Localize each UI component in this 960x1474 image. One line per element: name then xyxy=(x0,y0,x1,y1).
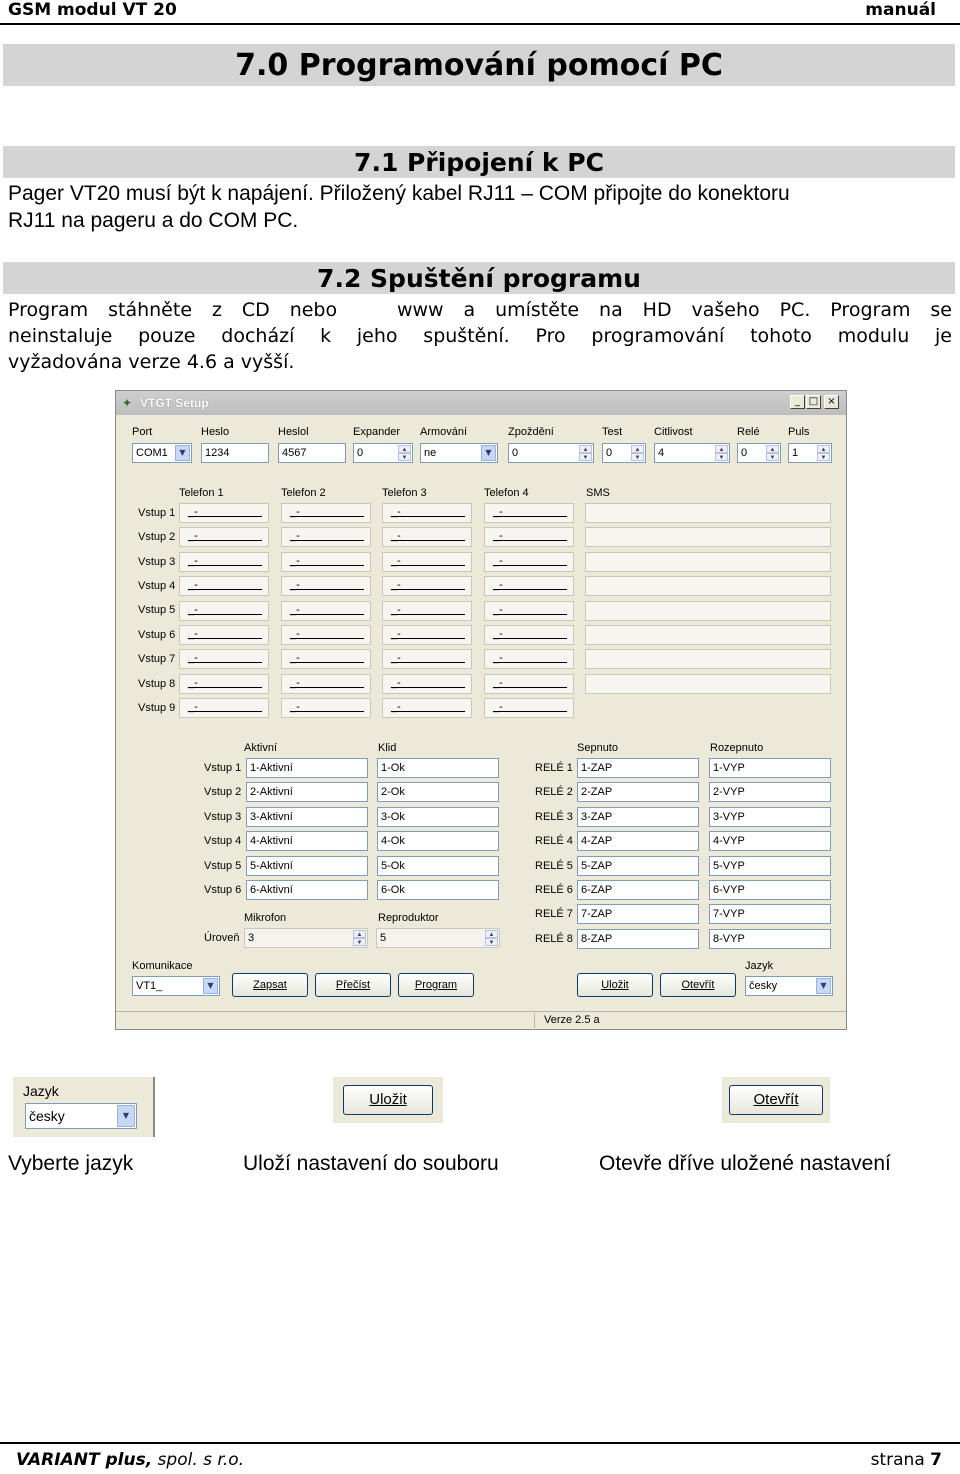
section-7-1-line-2: RJ11 na pageru a do COM PC. xyxy=(8,209,299,232)
vstup-label: Vstup 3 xyxy=(138,556,176,568)
test-stepper[interactable] xyxy=(602,443,646,463)
minimize-icon[interactable]: _ xyxy=(790,395,805,409)
sepnuto-field[interactable]: 2-ZAP xyxy=(577,782,699,802)
telefon-3-input[interactable]: _- xyxy=(382,674,472,694)
expander-value: 0 xyxy=(357,447,364,459)
telefon-4-input[interactable]: _- xyxy=(484,503,574,523)
aktivni-field[interactable]: 6-Aktivní xyxy=(246,880,368,900)
ulozit-button[interactable]: Uložit xyxy=(577,973,653,997)
telefon-3-input[interactable]: _- xyxy=(382,552,472,572)
telefon-4-input[interactable]: _- xyxy=(484,601,574,621)
window-titlebar[interactable] xyxy=(116,391,846,415)
reproduktor-value: 5 xyxy=(380,932,387,944)
heslol-value: 4567 xyxy=(282,447,307,459)
section-heading-7-2: 7.2 Spuštění programu xyxy=(3,262,955,294)
zapsat-button[interactable]: Zapsat xyxy=(232,973,308,997)
port-value: COM1 xyxy=(136,447,168,459)
sms-input[interactable] xyxy=(585,625,831,645)
vstup-label: Vstup 7 xyxy=(138,653,176,665)
jazyk-value: česky xyxy=(749,980,778,992)
sms-input[interactable] xyxy=(585,601,831,621)
sepnuto-field[interactable]: 3-ZAP xyxy=(577,807,699,827)
telefon-1-header: Telefon 1 xyxy=(179,487,224,499)
capture-jazyk-select[interactable] xyxy=(25,1103,137,1129)
rozepnuto-field[interactable]: 8-VYP xyxy=(709,929,831,949)
expander-stepper[interactable] xyxy=(353,443,413,463)
telefon-1-input[interactable]: _- xyxy=(179,503,269,523)
telefon-2-input[interactable]: _- xyxy=(281,552,371,572)
chapter-heading: 7.0 Programování pomocí PC xyxy=(3,44,955,86)
telefon-2-input[interactable]: _- xyxy=(281,649,371,669)
telefon-2-input[interactable]: _- xyxy=(281,674,371,694)
telefon-2-input[interactable]: _- xyxy=(281,625,371,645)
telefon-3-input[interactable]: _- xyxy=(382,698,472,718)
rele-label: Relé xyxy=(737,426,760,438)
sms-input[interactable] xyxy=(585,674,831,694)
telefon-3-input[interactable]: _- xyxy=(382,649,472,669)
spin-arrows-icon[interactable]: ▲ ▼ xyxy=(398,445,411,461)
telefon-4-input[interactable]: _- xyxy=(484,625,574,645)
footer-divider xyxy=(0,1442,960,1444)
vstup-label: Vstup 8 xyxy=(138,678,176,690)
rozepnuto-header: Rozepnuto xyxy=(710,742,764,754)
expander-label: Expander xyxy=(353,426,401,438)
telefon-1-input[interactable]: _- xyxy=(179,625,269,645)
capture-jazyk-value: česky xyxy=(29,1108,65,1124)
rele-label: RELÉ 7 xyxy=(535,908,573,921)
aktivni-field[interactable]: 5-Aktivní xyxy=(246,856,368,876)
telefon-3-input[interactable]: _- xyxy=(382,576,472,596)
caption-jazyk: Vyberte jazyk xyxy=(8,1152,134,1175)
capture-otevrit-button[interactable]: Otevřít xyxy=(729,1085,823,1115)
sepnuto-field[interactable]: 6-ZAP xyxy=(577,880,699,900)
jazyk-select[interactable] xyxy=(745,976,833,996)
aktivni-field[interactable]: 4-Aktivní xyxy=(246,831,368,851)
rele-label: RELÉ 2 xyxy=(535,786,573,799)
caption-ulozit: Uloží nastavení do souboru xyxy=(243,1152,499,1175)
vstup-label: Vstup 6 xyxy=(204,884,242,896)
telefon-1-input[interactable]: _- xyxy=(179,601,269,621)
telefon-4-input[interactable]: _- xyxy=(484,698,574,718)
telefon-1-input[interactable]: _- xyxy=(179,649,269,669)
spin-arrows-icon[interactable]: ▲ ▼ xyxy=(766,445,779,461)
komunikace-value: VT1_ xyxy=(136,980,163,992)
heslol-label: Heslol xyxy=(278,426,309,438)
sms-input[interactable] xyxy=(585,527,831,547)
maximize-icon[interactable]: □ xyxy=(806,395,821,409)
vstup-label: Vstup 4 xyxy=(138,580,176,592)
zpozdeni-label: Zpoždění xyxy=(508,426,554,438)
telefon-4-input[interactable]: _- xyxy=(484,552,574,572)
komunikace-label: Komunikace xyxy=(132,960,193,972)
spin-arrows-icon[interactable]: ▲ ▼ xyxy=(579,445,592,461)
telefon-1-input[interactable]: _- xyxy=(179,576,269,596)
sepnuto-field[interactable]: 1-ZAP xyxy=(577,758,699,778)
test-value: 0 xyxy=(606,447,613,459)
mikrofon-value: 3 xyxy=(248,932,255,944)
vstup-label: Vstup 1 xyxy=(204,762,242,774)
vstup-label: Vstup 6 xyxy=(138,629,176,641)
vtgt-setup-window xyxy=(115,390,847,1030)
rozepnuto-field[interactable]: 7-VYP xyxy=(709,904,831,924)
telefon-4-input[interactable]: _- xyxy=(484,527,574,547)
telefon-4-input[interactable]: _- xyxy=(484,649,574,669)
aktivni-field[interactable]: 1-Aktivní xyxy=(246,758,368,778)
uroven-label: Úroveň xyxy=(204,932,240,944)
armovani-value: ne xyxy=(424,447,437,459)
capture-ulozit-button[interactable]: Uložit xyxy=(343,1085,433,1115)
close-icon[interactable]: × xyxy=(824,395,839,409)
telefon-3-input[interactable]: _- xyxy=(382,625,472,645)
jazyk-capture xyxy=(13,1077,155,1137)
sms-input[interactable] xyxy=(585,552,831,572)
vstup-label: Vstup 4 xyxy=(204,835,242,848)
telefon-2-input[interactable]: _- xyxy=(281,601,371,621)
puls-label: Puls xyxy=(788,426,810,438)
vstup-label: Vstup 2 xyxy=(204,786,242,799)
citlivost-label: Citlivost xyxy=(654,426,693,438)
citlivost-value: 4 xyxy=(658,447,665,459)
heslo-label: Heslo xyxy=(201,426,230,438)
chevron-down-icon[interactable]: ▼ xyxy=(175,445,190,461)
rele-label: RELÉ 5 xyxy=(535,859,573,872)
citlivost-stepper[interactable] xyxy=(654,443,730,463)
armovani-label: Armování xyxy=(420,426,468,438)
status-bar xyxy=(116,1011,846,1029)
telefon-2-input[interactable]: _- xyxy=(281,576,371,596)
telefon-1-input[interactable]: _- xyxy=(179,674,269,694)
capture-jazyk-label: Jazyk xyxy=(23,1083,59,1099)
spin-arrows-icon[interactable]: ▲ ▼ xyxy=(353,930,366,946)
footer-company-rest: spol. s r.o. xyxy=(152,1450,245,1470)
telefon-3-input[interactable]: _- xyxy=(382,503,472,523)
rele-label: RELÉ 8 xyxy=(535,932,573,945)
port-label: Port xyxy=(132,426,153,438)
sepnuto-field[interactable]: 4-ZAP xyxy=(577,831,699,851)
aktivni-field[interactable]: 2-Aktivní xyxy=(246,782,368,802)
jazyk-label: Jazyk xyxy=(745,960,774,972)
telefon-1-input[interactable]: _- xyxy=(179,698,269,718)
caption-otevrit: Otevře dříve uložené nastavení xyxy=(599,1152,891,1175)
ulozit-capture xyxy=(333,1077,443,1123)
telefon-2-input[interactable]: _- xyxy=(281,527,371,547)
reproduktor-stepper[interactable] xyxy=(376,928,500,948)
klid-field[interactable]: 4-Ok xyxy=(377,831,499,851)
spin-arrows-icon[interactable]: ▲ ▼ xyxy=(817,445,830,461)
vstup-label: Vstup 5 xyxy=(204,859,242,872)
sms-header: SMS xyxy=(586,487,610,499)
komunikace-select[interactable] xyxy=(132,976,220,996)
section-7-2-line-3: vyžadována verze 4.6 a vyšší. xyxy=(8,351,295,373)
vstup-label: Vstup 3 xyxy=(204,810,242,823)
telefon-4-header: Telefon 4 xyxy=(484,487,529,499)
port-select[interactable] xyxy=(132,443,192,463)
status-separator xyxy=(534,1013,535,1028)
telefon-4-input[interactable]: _- xyxy=(484,576,574,596)
sepnuto-field[interactable]: 7-ZAP xyxy=(577,904,699,924)
sepnuto-header: Sepnuto xyxy=(577,742,618,754)
rozepnuto-field[interactable]: 4-VYP xyxy=(709,831,831,851)
puls-value: 1 xyxy=(792,447,799,459)
otevrit-button[interactable]: Otevřít xyxy=(660,973,736,997)
section-heading-7-1: 7.1 Připojení k PC xyxy=(3,146,955,178)
vstup-label: Vstup 1 xyxy=(138,507,176,519)
telefon-1-input[interactable]: _- xyxy=(179,552,269,572)
zpozdeni-stepper[interactable] xyxy=(508,443,594,463)
telefon-1-input[interactable]: _- xyxy=(179,527,269,547)
chevron-down-icon[interactable]: ▼ xyxy=(481,445,496,461)
zpozdeni-value: 0 xyxy=(512,447,519,459)
test-label: Test xyxy=(602,426,623,438)
section-7-1-line-1: Pager VT20 musí být k napájení. Přiložený kabel RJ11 – COM připojte do konektoru xyxy=(8,182,790,205)
sms-input[interactable] xyxy=(585,649,831,669)
aktivni-field[interactable]: 3-Aktivní xyxy=(246,807,368,827)
klid-field[interactable]: 6-Ok xyxy=(377,880,499,900)
spin-arrows-icon[interactable]: ▲ ▼ xyxy=(715,445,728,461)
rele-value: 0 xyxy=(741,447,748,459)
rele-label: RELÉ 3 xyxy=(535,810,573,823)
rozepnuto-field[interactable]: 3-VYP xyxy=(709,807,831,827)
precist-button[interactable]: Přečíst xyxy=(315,973,391,997)
doc-header-title: GSM modul VT 20 xyxy=(8,0,177,20)
chevron-down-icon[interactable]: ▼ xyxy=(203,978,218,994)
spin-arrows-icon[interactable]: ▲ ▼ xyxy=(631,445,644,461)
klid-field[interactable]: 2-Ok xyxy=(377,782,499,802)
vstup-label: Vstup 2 xyxy=(138,531,176,543)
telefon-2-input[interactable]: _- xyxy=(281,503,371,523)
heslol-input[interactable] xyxy=(278,443,346,463)
sepnuto-field[interactable]: 5-ZAP xyxy=(577,856,699,876)
rozepnuto-field[interactable]: 5-VYP xyxy=(709,856,831,876)
telefon-2-input[interactable]: _- xyxy=(281,698,371,718)
version-text: Verze 2.5 a xyxy=(544,1014,600,1026)
footer-page xyxy=(871,1450,942,1470)
telefon-3-header: Telefon 3 xyxy=(382,487,427,499)
section-7-2-line-2: neinstaluje pouze dochází k jeho spuštění. Pro programování tohoto modulu je xyxy=(8,325,952,347)
rozepnuto-field[interactable]: 6-VYP xyxy=(709,880,831,900)
footer-company xyxy=(16,1450,244,1470)
puls-stepper[interactable] xyxy=(788,443,832,463)
otevrit-capture xyxy=(722,1077,830,1123)
app-icon: ✦ xyxy=(122,396,133,410)
klid-field[interactable]: 5-Ok xyxy=(377,856,499,876)
rozepnuto-field[interactable]: 1-VYP xyxy=(709,758,831,778)
vstup-label: Vstup 9 xyxy=(138,702,176,714)
program-button[interactable]: Program xyxy=(398,973,474,997)
telefon-3-input[interactable]: _- xyxy=(382,601,472,621)
rele-stepper[interactable] xyxy=(737,443,781,463)
armovani-select[interactable] xyxy=(420,443,498,463)
reproduktor-label: Reproduktor xyxy=(378,912,439,924)
mikrofon-stepper[interactable] xyxy=(244,928,368,948)
chevron-down-icon[interactable]: ▼ xyxy=(117,1105,135,1127)
klid-field[interactable]: 3-Ok xyxy=(377,807,499,827)
footer-page-number: 7 xyxy=(930,1450,942,1470)
sms-input[interactable] xyxy=(585,576,831,596)
heslo-value: 1234 xyxy=(205,447,230,459)
aktivni-header: Aktivní xyxy=(244,742,278,754)
window-title: VTGT Setup xyxy=(140,396,209,410)
rele-label: RELÉ 6 xyxy=(535,884,573,896)
header-divider xyxy=(0,23,960,25)
doc-header-manual: manuál xyxy=(865,0,936,20)
chevron-down-icon[interactable]: ▼ xyxy=(816,978,831,994)
rele-label: RELÉ 4 xyxy=(535,835,573,848)
telefon-4-input[interactable]: _- xyxy=(484,674,574,694)
rozepnuto-field[interactable]: 2-VYP xyxy=(709,782,831,802)
vstup-label: Vstup 5 xyxy=(138,604,176,616)
klid-header: Klid xyxy=(378,742,397,754)
sms-input[interactable] xyxy=(585,503,831,523)
spin-arrows-icon[interactable]: ▲ ▼ xyxy=(485,930,498,946)
footer-company-name: VARIANT plus, xyxy=(16,1450,153,1470)
section-7-2-line-1: Program stáhněte z CD nebo www a umístěte na HD vašeho PC. Program se xyxy=(8,299,952,321)
rele-label: RELÉ 1 xyxy=(535,762,573,774)
mikrofon-label: Mikrofon xyxy=(244,912,287,924)
footer-page-word: strana xyxy=(870,1450,925,1470)
telefon-2-header: Telefon 2 xyxy=(281,487,326,499)
heslo-input[interactable] xyxy=(201,443,269,463)
telefon-3-input[interactable]: _- xyxy=(382,527,472,547)
sepnuto-field[interactable]: 8-ZAP xyxy=(577,929,699,949)
klid-field[interactable]: 1-Ok xyxy=(377,758,499,778)
